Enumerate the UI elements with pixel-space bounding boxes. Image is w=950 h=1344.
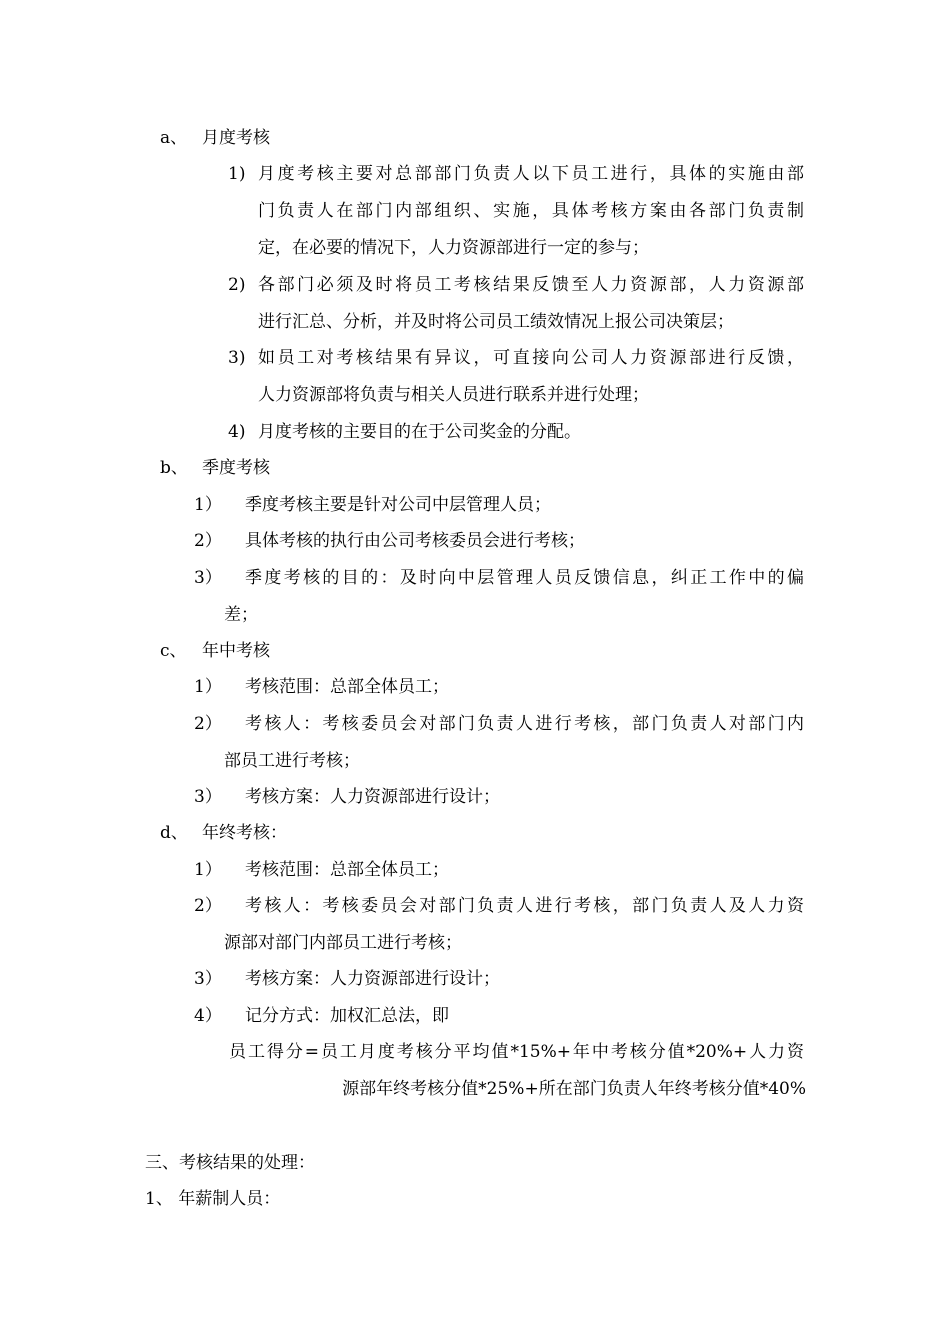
list-item-number: 2） xyxy=(194,531,222,551)
section-3-heading: 三、考核结果的处理： xyxy=(145,1153,315,1173)
list-item-number: 2) xyxy=(228,275,246,295)
list-item-text: 定，在必要的情况下，人力资源部进行一定的参与； xyxy=(258,238,649,258)
list-item-number: 4) xyxy=(228,422,246,442)
list-item-text: 月度考核主要对总部部门负责人以下员工进行，具体的实施由部 xyxy=(258,164,804,184)
list-item-number: 4） xyxy=(194,1006,222,1026)
formula-line: 员工得分=员工月度考核分平均值*15%+年中考核分值*20%+人力资 xyxy=(229,1042,804,1062)
formula-line: 源部年终考核分值*25%+所在部门负责人年终考核分值*40% xyxy=(342,1079,806,1099)
section-d-title: 年终考核： xyxy=(202,823,287,843)
list-item-text: 人力资源部将负责与相关人员进行联系并进行处理； xyxy=(258,385,649,405)
section-c-marker: c、 xyxy=(160,641,187,661)
list-item-text: 考核方案：人力资源部进行设计； xyxy=(245,787,500,807)
list-item-text: 记分方式：加权汇总法，即 xyxy=(245,1006,449,1026)
list-item-text: 季度考核的目的：及时向中层管理人员反馈信息，纠正工作中的偏 xyxy=(245,568,804,588)
list-item-text: 差； xyxy=(224,605,258,625)
list-item-number: 1） xyxy=(194,495,222,515)
list-item-text: 门负责人在部门内部组织、实施，具体考核方案由各部门负责制 xyxy=(258,201,804,221)
list-item-text: 月度考核的主要目的在于公司奖金的分配。 xyxy=(258,422,581,442)
list-item-text: 源部对部门内部员工进行考核； xyxy=(224,933,462,953)
list-item-text: 考核范围：总部全体员工； xyxy=(245,677,449,697)
list-item-number: 3) xyxy=(228,348,246,368)
list-item-text: 季度考核主要是针对公司中层管理人员； xyxy=(245,495,551,515)
list-item-text: 考核人：考核委员会对部门负责人进行考核，部门负责人及人力资 xyxy=(245,896,804,916)
list-item-number: 1) xyxy=(228,164,246,184)
list-item-number: 3） xyxy=(194,969,222,989)
section-b-marker: b、 xyxy=(160,458,188,478)
section-d-marker: d、 xyxy=(160,823,188,843)
section-a-title: 月度考核 xyxy=(202,128,270,148)
list-item-number: 1） xyxy=(194,860,222,880)
list-item-text: 考核人：考核委员会对部门负责人进行考核，部门负责人对部门内 xyxy=(245,714,804,734)
list-item-text: 各部门必须及时将员工考核结果反馈至人力资源部，人力资源部 xyxy=(258,275,804,295)
section-b-title: 季度考核 xyxy=(202,458,270,478)
item-1-heading: 1、 年薪制人员： xyxy=(145,1189,281,1209)
list-item-number: 2） xyxy=(194,714,222,734)
list-item-number: 1） xyxy=(194,677,222,697)
list-item-number: 3） xyxy=(194,568,222,588)
section-c-title: 年中考核 xyxy=(202,641,270,661)
list-item-number: 3） xyxy=(194,787,222,807)
list-item-text: 部员工进行考核； xyxy=(224,751,360,771)
list-item-text: 如员工对考核结果有异议，可直接向公司人力资源部进行反馈， xyxy=(258,348,804,368)
list-item-text: 考核方案：人力资源部进行设计； xyxy=(245,969,500,989)
list-item-text: 进行汇总、分析，并及时将公司员工绩效情况上报公司决策层； xyxy=(258,312,734,332)
list-item-text: 考核范围：总部全体员工； xyxy=(245,860,449,880)
list-item-text: 具体考核的执行由公司考核委员会进行考核； xyxy=(245,531,585,551)
section-a-marker: a、 xyxy=(160,128,188,148)
list-item-number: 2） xyxy=(194,896,222,916)
